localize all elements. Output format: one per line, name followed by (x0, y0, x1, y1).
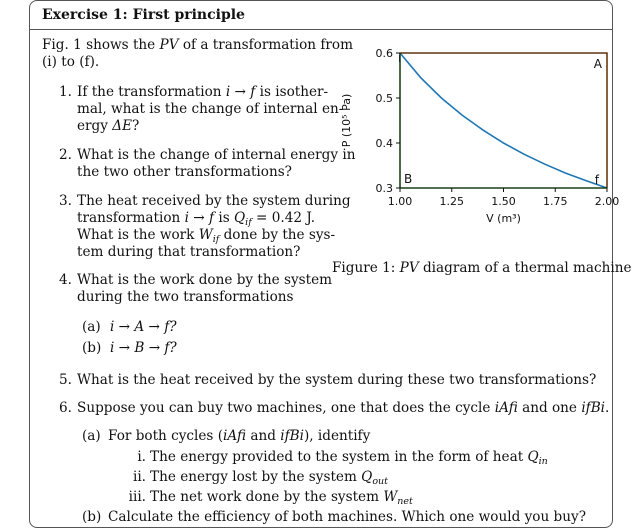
q2-line-1: What is the change of internal energy in (77, 147, 356, 163)
q6-cycle-b: ifBi (581, 400, 606, 416)
q3-text-a: transformation (77, 210, 181, 226)
q4-number: 4. (59, 272, 72, 288)
q4-line-2: during the two transformations (77, 289, 294, 305)
q1-line-1 (77, 84, 328, 101)
series-line-3 (400, 53, 607, 188)
q6a-text-2: and (250, 428, 276, 444)
q6aiii-text (150, 489, 413, 510)
q6aiii-label: iii. (128, 489, 146, 505)
q4b-text: i → B → f? (110, 340, 177, 356)
q3-value: = 0.42 J. (256, 210, 316, 226)
q6aii-label: ii. (132, 469, 146, 485)
q6-line-1 (77, 400, 609, 417)
q2-line-2: the two other transformations? (77, 164, 292, 180)
q6a-cycle-a: iAfi (223, 428, 247, 444)
y-tick-label-1: 0.3 (375, 182, 393, 195)
q4b-label: (b) (82, 340, 102, 356)
q6ai-text (150, 449, 548, 470)
x-tick-label-5: 2.00 (594, 195, 620, 208)
q6aii-text (150, 469, 388, 490)
q1-line-3 (77, 118, 139, 135)
q1-text-c: ergy (77, 118, 108, 134)
series-line-2 (400, 53, 607, 188)
q2-number: 2. (59, 147, 72, 163)
q6-period: . (605, 400, 610, 416)
plot-frame (400, 53, 607, 188)
q1-number: 1. (59, 84, 72, 100)
q6aii-q: Q (361, 469, 373, 485)
pv-chart (330, 43, 620, 243)
q6aiii-body: The net work done by the system (150, 489, 379, 505)
q4a-label: (a) (82, 319, 101, 335)
point-label-a: A (593, 57, 602, 71)
q1-qmark: ? (132, 118, 140, 134)
q3-text-d: done by the sys- (223, 227, 336, 243)
q1-math: i → f (225, 84, 256, 100)
q6a-text-1: For both cycles ( (108, 428, 224, 444)
q4-line-1: What is the work done by the system (77, 272, 333, 288)
pv-chart-svg (330, 43, 620, 243)
q6ai-q-sub: in (538, 456, 548, 467)
q3-math: i → f (184, 210, 215, 226)
intro-line-1 (42, 37, 353, 54)
figure-caption (332, 260, 632, 276)
q5-text: What is the heat received by the system during these two transformations? (77, 372, 597, 388)
q3-line-4: tem during that transformation? (77, 244, 301, 260)
y-axis-label: P (10⁵ Pa) (340, 93, 353, 148)
q6a-cycle-b: ifBi (280, 428, 304, 444)
intro-text-b: of a transformation from (182, 37, 353, 53)
series-line-1 (400, 53, 607, 188)
q3-number: 3. (59, 193, 72, 209)
point-label-b: B (404, 172, 413, 186)
q6-text-a: Suppose you can buy two machines, one that does the cycle (77, 400, 491, 416)
y-tick-label-4: 0.6 (375, 47, 393, 60)
exercise-title: Exercise 1: First principle (42, 7, 245, 23)
intro-line-2: (i) to (f). (42, 54, 100, 70)
exercise-frame (29, 0, 632, 528)
q3-line-1: The heat received by the system during (77, 193, 351, 209)
q6ai-label: i. (137, 449, 146, 465)
q3-text-b: is (218, 210, 230, 226)
q6a-text-3: ), identify (303, 428, 371, 444)
q6aii-q-sub: out (372, 476, 388, 487)
intro-pv: PV (159, 37, 179, 53)
q3-heat-sub: if (245, 217, 252, 228)
q1-text-a: If the transformation (77, 84, 222, 100)
x-tick-label-4: 1.75 (543, 195, 568, 208)
x-tick-label-1: 1.00 (387, 195, 413, 208)
q6-text-b: and one (522, 400, 577, 416)
q6b-label: (b) (82, 509, 102, 525)
exercise-header (30, 1, 612, 30)
q6aii-body: The energy lost by the system (150, 469, 357, 485)
point-label-f: f (594, 173, 599, 187)
q1-text-b: is isother- (259, 84, 329, 100)
q6-cycle-a: iAfi (494, 400, 518, 416)
q6-number: 6. (59, 400, 72, 416)
point-label-i: i (398, 51, 402, 65)
y-tick-label-2: 0.4 (375, 137, 393, 150)
q3-text-c: What is the work (77, 227, 195, 243)
x-tick-label-3: 1.50 (491, 195, 516, 208)
q4a-text: i → A → f? (110, 319, 177, 335)
q3-heat: Q (234, 210, 246, 226)
x-tick-label-2: 1.25 (439, 195, 464, 208)
q6aiii-w-sub: net (397, 496, 413, 507)
q6ai-q: Q (527, 449, 539, 465)
figure-caption-label: Figure 1: (332, 260, 396, 276)
q6a-text (108, 428, 370, 445)
q5-number: 5. (59, 372, 72, 388)
intro-text: Fig. 1 shows the (42, 37, 156, 53)
q1-line-2: mal, what is the change of internal en- (77, 101, 344, 117)
x-axis-label: V (m³) (486, 212, 521, 225)
q6b-text: Calculate the efficiency of both machines. Which one would you buy? (108, 509, 586, 525)
y-tick-label-3: 0.5 (375, 92, 393, 105)
q6aiii-w: W (383, 489, 398, 505)
q3-work-sub: if (212, 234, 220, 245)
q1-delta-e: ΔE (112, 118, 133, 134)
figure-caption-text: diagram of a thermal machine (422, 260, 632, 276)
figure-caption-pv: PV (399, 260, 419, 276)
q3-work: W (198, 227, 213, 243)
q6ai-body: The energy provided to the system in the form of heat (150, 449, 524, 465)
q6a-label: (a) (82, 428, 101, 444)
